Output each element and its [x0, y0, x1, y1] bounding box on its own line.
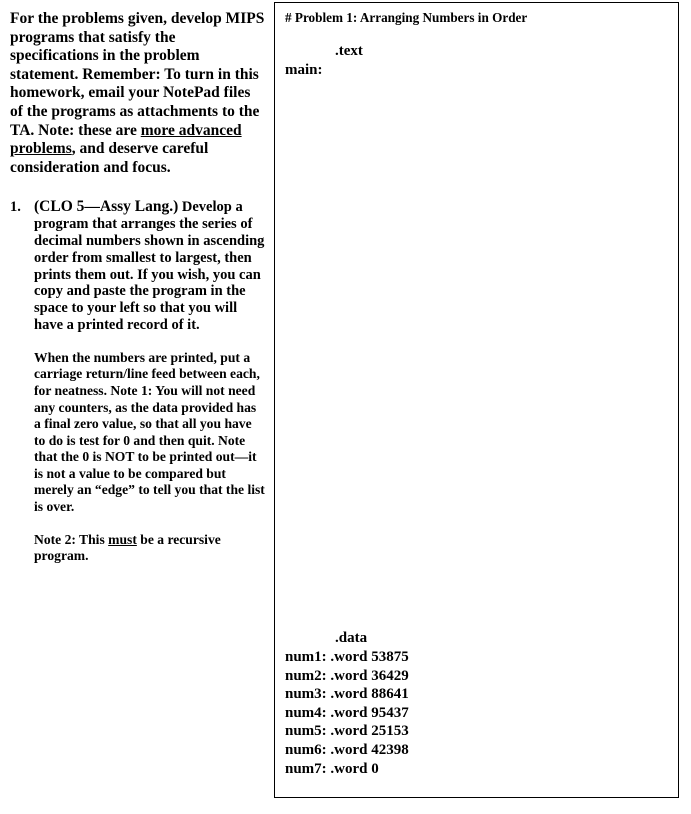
- text-directive: .text: [335, 43, 363, 59]
- data-line: num6: .word 42398: [285, 741, 409, 758]
- problem-1-note-2: [34, 532, 265, 565]
- intro-text: For the problems given, develop MIPS programs that satisfy the specifications in the problem statement. Remember: To turn in this homework, email your NotePad files of the programs as attachments to the TA. Note: these are: [10, 10, 265, 139]
- data-line: num4: .word 95437: [285, 704, 409, 721]
- clo-label: (CLO 5—Assy Lang.): [34, 198, 179, 216]
- note-2-underlined: must: [108, 531, 137, 547]
- problem-number: 1.: [10, 199, 21, 216]
- code-box: [274, 2, 679, 798]
- main-label: main:: [285, 62, 323, 78]
- problem-1-description: Develop a program that arranges the series of decimal numbers shown in ascending order from smallest to largest, then prints them out. If you wish, you can copy and paste the program in the space to your left so that you will have a printed record of it.: [34, 199, 265, 333]
- intro-text-end: , and deserve careful consideration and focus.: [10, 140, 209, 176]
- data-line: num3: .word 88641: [285, 686, 409, 703]
- problem-1: [10, 199, 265, 565]
- instructions-column: [10, 10, 265, 565]
- data-section: [285, 648, 409, 778]
- note-2-prefix: Note 2: This: [34, 531, 109, 547]
- problem-1-heading: [34, 199, 265, 333]
- intro-underlined-text: more advanced problems: [10, 121, 242, 158]
- data-line: num7: .word 0: [285, 760, 379, 777]
- data-line: num2: .word 36429: [285, 667, 409, 684]
- code-title: # Problem 1: Arranging Numbers in Order: [285, 10, 528, 25]
- note-2-suffix: be a recursive program.: [34, 531, 221, 564]
- data-directive: .data: [335, 630, 368, 646]
- data-line: num5: .word 25153: [285, 723, 409, 740]
- data-line: num1: .word 53875: [285, 649, 409, 665]
- intro-paragraph: [10, 10, 265, 177]
- problem-1-note-1: When the numbers are printed, put a carriage return/line feed between each, for neatness. Note 1: You will not need any counters, as the data provided has a final zero value, so that all you have to do is test for 0 and then quit. Note that the 0 is NOT to be printed out—it is not a value to be compared but merely an “edge” to tell you that the list is over.: [34, 349, 265, 515]
